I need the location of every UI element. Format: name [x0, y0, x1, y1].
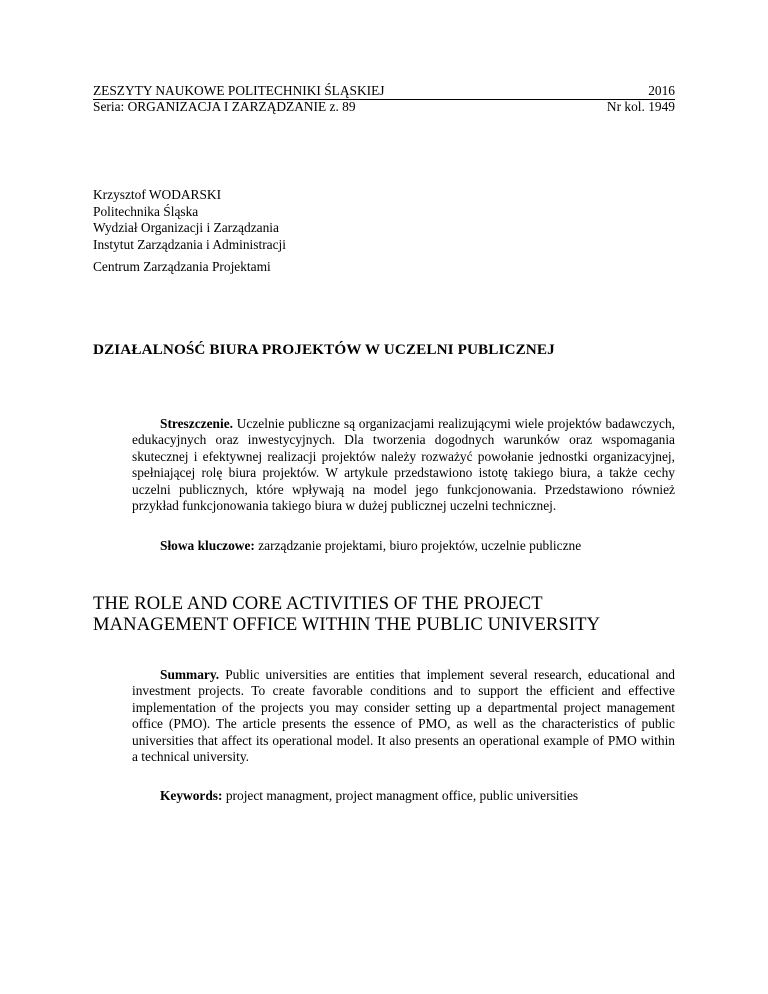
- english-keywords-label: Keywords:: [160, 788, 223, 803]
- english-keywords-text: project managment, project managment office, public universities: [225, 788, 579, 803]
- journal-series: Seria: ORGANIZACJA I ZARZĄDZANIE z. 89: [93, 99, 356, 114]
- journal-year: 2016: [648, 83, 675, 98]
- header-divider: [93, 99, 675, 100]
- polish-keywords: [160, 538, 581, 554]
- english-abstract: [132, 667, 675, 765]
- english-title-line-1: THE ROLE AND CORE ACTIVITIES OF THE PROJECT: [93, 593, 543, 614]
- author-affiliation-centre: Centrum Zarządzania Projektami: [93, 259, 271, 274]
- english-keywords: [160, 788, 578, 804]
- author-name: Krzysztof WODARSKI: [93, 187, 222, 202]
- header-row-bottom: [93, 99, 675, 115]
- english-abstract-text: Public universities are entities that implement several research, educational and investment projects. To create favorable conditions and to support the efficient and effective implementation of the projects you may consider setting up a departmental project management office (PMO). The article presents the essence of PMO, as well as the characteristics of public universities that affect its operational model. It also presents an operational example of PMO within a technical university.: [132, 667, 675, 765]
- polish-abstract: [132, 416, 675, 514]
- author-affiliation-institute: Instytut Zarządzania i Administracji: [93, 236, 286, 252]
- polish-keywords-label: Słowa kluczowe:: [160, 538, 255, 553]
- author-affiliation-faculty: Wydział Organizacji i Zarządzania: [93, 220, 279, 235]
- polish-abstract-label: Streszczenie.: [160, 416, 233, 431]
- journal-header: [93, 83, 675, 115]
- english-abstract-label: Summary.: [160, 667, 220, 682]
- polish-abstract-text: Uczelnie publiczne są organizacjami realizującymi wiele projektów badawczych, edukacyjnych oraz inwestycyjnych. Dla tworzenia dogodnych warunków oraz wspomagania skutecznej i efektywnej realizacji projektów należy rozważyć powołanie jednostki organizacyjnej, spełniającej rolę biura projektów. W artykule przedstawiono istotę takiego biura, a także cechy uczelni publicznych, które wpływają na model jego funkcjonowania. Przedstawiono również przykład funkcjonowania takiego biura w dużej publicznej uczelni technicznej.: [132, 416, 675, 514]
- english-title-line-2: MANAGEMENT OFFICE WITHIN THE PUBLIC UNIVERSITY: [93, 614, 601, 635]
- journal-number: Nr kol. 1949: [606, 99, 675, 114]
- author-affiliation-university: Politechnika Śląska: [93, 203, 199, 219]
- journal-name: ZESZYTY NAUKOWE POLITECHNIKI ŚLĄSKIEJ: [93, 83, 385, 98]
- polish-keywords-text: zarządzanie projektami, biuro projektów, uczelnie publiczne: [258, 538, 582, 553]
- author-block: [93, 187, 286, 276]
- polish-title: DZIAŁALNOŚĆ BIURA PROJEKTÓW W UCZELNI PUBLICZNEJ: [93, 341, 555, 358]
- header-row-top: [93, 83, 675, 99]
- english-title: [93, 593, 653, 635]
